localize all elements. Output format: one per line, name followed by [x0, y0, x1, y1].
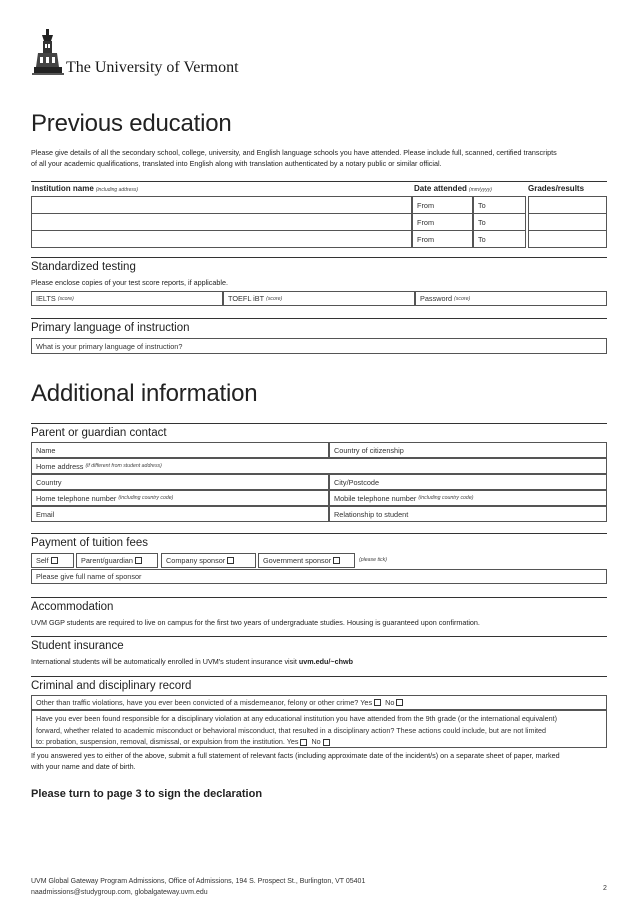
company-checkbox[interactable] — [227, 557, 234, 564]
standardized-testing-note: Please enclose copies of your test score reports, if applicable. — [31, 278, 228, 287]
grades-field-2[interactable] — [528, 213, 607, 231]
ielts-field[interactable]: IELTS (score) — [31, 291, 223, 306]
date-from-3[interactable]: From — [412, 230, 473, 248]
grades-field-3[interactable] — [528, 230, 607, 248]
previous-education-intro: Please give details of all the secondary school, college, university, and English language schools you have attended. Please include full, scanned, certified transcripts of all your academic qualifications, translated into English along with translation authenticated by a notary public or similar official. — [31, 148, 557, 168]
institution-field-1[interactable] — [31, 196, 412, 214]
tuition-title: Payment of tuition fees — [31, 537, 148, 549]
accommodation-text: UVM GGP students are required to live on campus for the first two years of undergraduate studies. Housing is guaranteed upon confirmation. — [31, 618, 480, 627]
q2-yes-checkbox[interactable] — [300, 739, 307, 746]
insurance-title: Student insurance — [31, 640, 124, 652]
criminal-title: Criminal and disciplinary record — [31, 680, 192, 692]
date-from-1[interactable]: From — [412, 196, 473, 214]
guardian-address-field[interactable]: Home address (if different from student address) — [31, 458, 607, 474]
guardian-country-field[interactable]: Country — [31, 474, 329, 490]
date-from-2[interactable]: From — [412, 213, 473, 231]
col-institution-header: Institution name (including address) — [32, 184, 139, 193]
tuition-government-option[interactable]: Government sponsor — [258, 553, 355, 568]
guardian-email-field[interactable]: Email — [31, 506, 329, 522]
accommodation-title: Accommodation — [31, 601, 114, 613]
guardian-home-phone-field[interactable]: Home telephone number (including country code) — [31, 490, 329, 506]
previous-education-title: Previous education — [31, 110, 232, 137]
q2-no-checkbox[interactable] — [323, 739, 330, 746]
self-checkbox[interactable] — [51, 557, 58, 564]
guardian-city-field[interactable]: City/Postcode — [329, 474, 607, 490]
page-number: 2 — [603, 885, 607, 892]
col-grades-header: Grades/results — [528, 184, 585, 193]
government-checkbox[interactable] — [333, 557, 340, 564]
criminal-q2: Have you ever been found responsible for a disciplinary violation at any educational institution you have attended from the 9th grade (or the international equivalent) forward, whether related to academic misconduct or behavioral misconduct, that resulted in a disciplinary action? These actions could include, but are not limited to: probation, suspension, removal, dismissal, or expulsion from the institution. Yes No — [31, 710, 607, 748]
grades-field-1[interactable] — [528, 196, 607, 214]
tuition-company-option[interactable]: Company sponsor — [161, 553, 256, 568]
criminal-q1: Other than traffic violations, have you ever been convicted of a misdemeanor, felony or other crime? Yes No — [31, 695, 607, 710]
date-to-2[interactable]: To — [473, 213, 526, 231]
insurance-link[interactable]: uvm.edu/~chwb — [298, 657, 353, 666]
turn-page-note: Please turn to page 3 to sign the declaration — [31, 788, 263, 800]
standardized-testing-title: Standardized testing — [31, 261, 136, 273]
institution-field-3[interactable] — [31, 230, 412, 248]
primary-language-title: Primary language of instruction — [31, 322, 190, 334]
university-logo — [32, 27, 64, 77]
date-to-1[interactable]: To — [473, 196, 526, 214]
university-name: The University of Vermont — [66, 59, 239, 76]
guardian-mobile-phone-field[interactable]: Mobile telephone number (including country code) — [329, 490, 607, 506]
institution-field-2[interactable] — [31, 213, 412, 231]
guardian-relationship-field[interactable]: Relationship to student — [329, 506, 607, 522]
q1-yes-checkbox[interactable] — [374, 699, 381, 706]
footer-address: UVM Global Gateway Program Admissions, Office of Admissions, 194 S. Prospect St., Burlington, VT 05401 naadmissions@studygroup.com, globalgateway.uvm.edu — [31, 878, 366, 896]
criminal-followup: If you answered yes to either of the above, submit a full statement of relevant facts (including approximate date of the incident/s) on a separate sheet of paper, marked with your name and date of birth. — [31, 751, 560, 771]
additional-information-title: Additional information — [31, 380, 258, 407]
toefl-field[interactable]: TOEFL iBT (score) — [223, 291, 415, 306]
guardian-title: Parent or guardian contact — [31, 427, 167, 439]
primary-language-field[interactable]: What is your primary language of instruction? — [31, 338, 607, 354]
tuition-tick-note: (please tick) — [359, 557, 387, 563]
insurance-text: International students will be automatically enrolled in UVM's student insurance visit uvm.edu/~chwb — [31, 657, 353, 666]
tower-icon — [32, 27, 64, 77]
col-date-header: Date attended (mm/yyyy) — [414, 184, 492, 193]
date-to-3[interactable]: To — [473, 230, 526, 248]
sponsor-name-field[interactable]: Please give full name of sponsor — [31, 569, 607, 584]
guardian-name-field[interactable]: Name — [31, 442, 329, 458]
tuition-self-option[interactable]: Self — [31, 553, 74, 568]
parent-checkbox[interactable] — [135, 557, 142, 564]
q1-no-checkbox[interactable] — [396, 699, 403, 706]
password-field[interactable]: Password (score) — [415, 291, 607, 306]
tuition-parent-option[interactable]: Parent/guardian — [76, 553, 158, 568]
guardian-citizenship-field[interactable]: Country of citizenship — [329, 442, 607, 458]
